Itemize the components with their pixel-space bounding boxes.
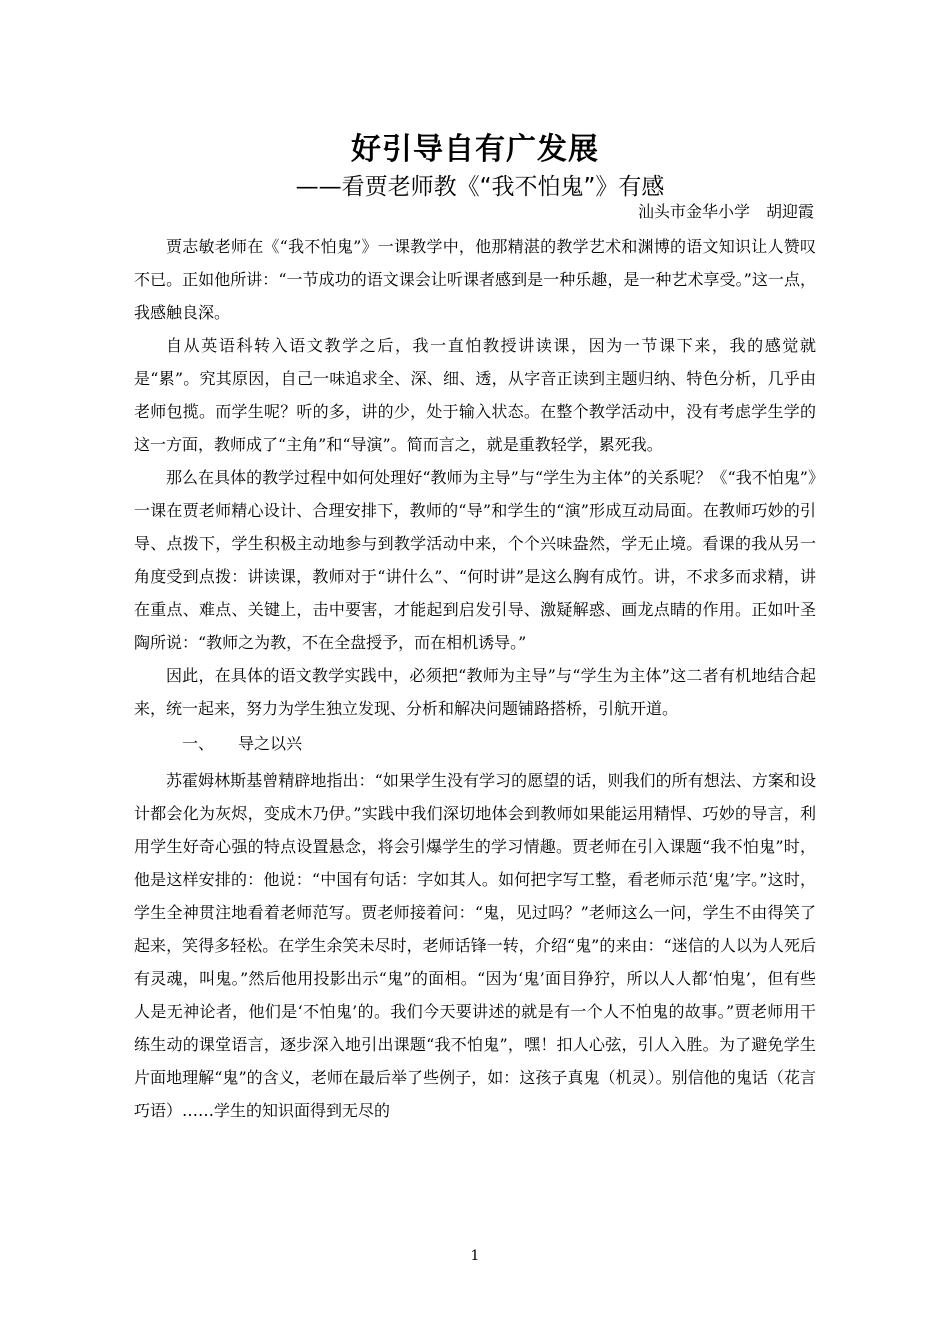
page-number: 1 [470, 1248, 480, 1264]
section-number: 一、 [182, 734, 215, 753]
paragraph-3: 那么在具体的教学过程中如何处理好“教师为主导”与“学生为主体”的关系呢？《“我不怕鬼”》一课在贾老师精心设计、合理安排下，教师的“导”和学生的“演”形成互动局面。在教师巧妙的引导、点拨下，学生积极主动地参与到教学活动中来，个个兴味盎然，学无止境。看课的我从另一角度受到点拨：讲读课，教师对于“讲什么”、“何时讲”是这么胸有成竹。讲，不求多而求精，讲在重点、难点、关键上，击中要害，才能起到启发引导、激疑解惑、画龙点睛的作用。正如叶圣陶所说：“教师之为教，不在全盘授予，而在相机诱导。” [134, 468, 816, 652]
document-body [134, 230, 816, 1127]
paragraph-4: 因此，在具体的语文教学实践中，必须把“教师为主导”与“学生为主体”这二者有机地结合起来，统一起来，努力为学生独立发现、分析和解决问题铺路搭桥，引航开道。 [134, 666, 816, 718]
paragraph-2: 自从英语科转入语文教学之后，我一直怕教授讲读课，因为一节课下来，我的感觉就是“累”。究其原因，自己一味追求全、深、细、透，从字音正读到主题归纳、特色分析，几乎由老师包揽。而学生呢？听的多，讲的少，处于输入状态。在整个教学活动中，没有考虑学生学的这一方面，教师成了“主角”和“导演”。简而言之，就是重教轻学，累死我。 [134, 336, 816, 454]
section-heading-1 [134, 727, 816, 760]
paragraph-5: 苏霍姆林斯基曾精辟地指出：“如果学生没有学习的愿望的话，则我们的所有想法、方案和设计都会化为灰烬，变成木乃伊。”实践中我们深切地体会到教师如果能运用精悍、巧妙的导言，利用学生好奇心强的特点设置悬念，将会引爆学生的学习情趣。贾老师在引入课题“我不怕鬼”时，他是这样安排的：他说：“中国有句话：字如其人。如何把字写工整，看老师示范‘鬼’字。”这时，学生全神贯注地看着老师范写。贾老师接着问：“鬼，见过吗？”老师这么一问，学生不由得笑了起来，笑得多轻松。在学生余笑未尽时，老师话锋一转，介绍“鬼”的来由：“迷信的人以为人死后有灵魂，叫鬼。”然后他用投影出示“鬼”的面相。“因为‘鬼’面目狰狞，所以人人都‘怕鬼’，但有些人是无神论者，他们是‘不怕鬼’的。我们今天要讲述的就是有一个人不怕鬼的故事。”贾老师用干练生动的课堂语言，逐步深入地引出课题“我不怕鬼”，嘿！扣人心弦，引人入胜。为了避免学生片面地理解“鬼”的含义，老师在最后举了些例子，如：这孩子真鬼（机灵）。别信他的鬼话（花言巧语）……学生的知识面得到无尽的 [134, 771, 816, 1120]
document-subtitle: ——看贾老师教《“我不怕鬼”》有感 [295, 174, 665, 200]
author-line: 汕头市金华小学 胡迎霞 [637, 202, 814, 221]
paragraph-1: 贾志敏老师在《“我不怕鬼”》一课教学中，他那精湛的教学艺术和渊博的语文知识让人赞叹不已。正如他所讲：“一节成功的语文课会让听课者感到是一种乐趣，是一种艺术享受。”这一点，我感触良深。 [134, 237, 816, 322]
section-title: 导之以兴 [238, 734, 303, 753]
document-title: 好引导自有广发展 [351, 132, 599, 167]
